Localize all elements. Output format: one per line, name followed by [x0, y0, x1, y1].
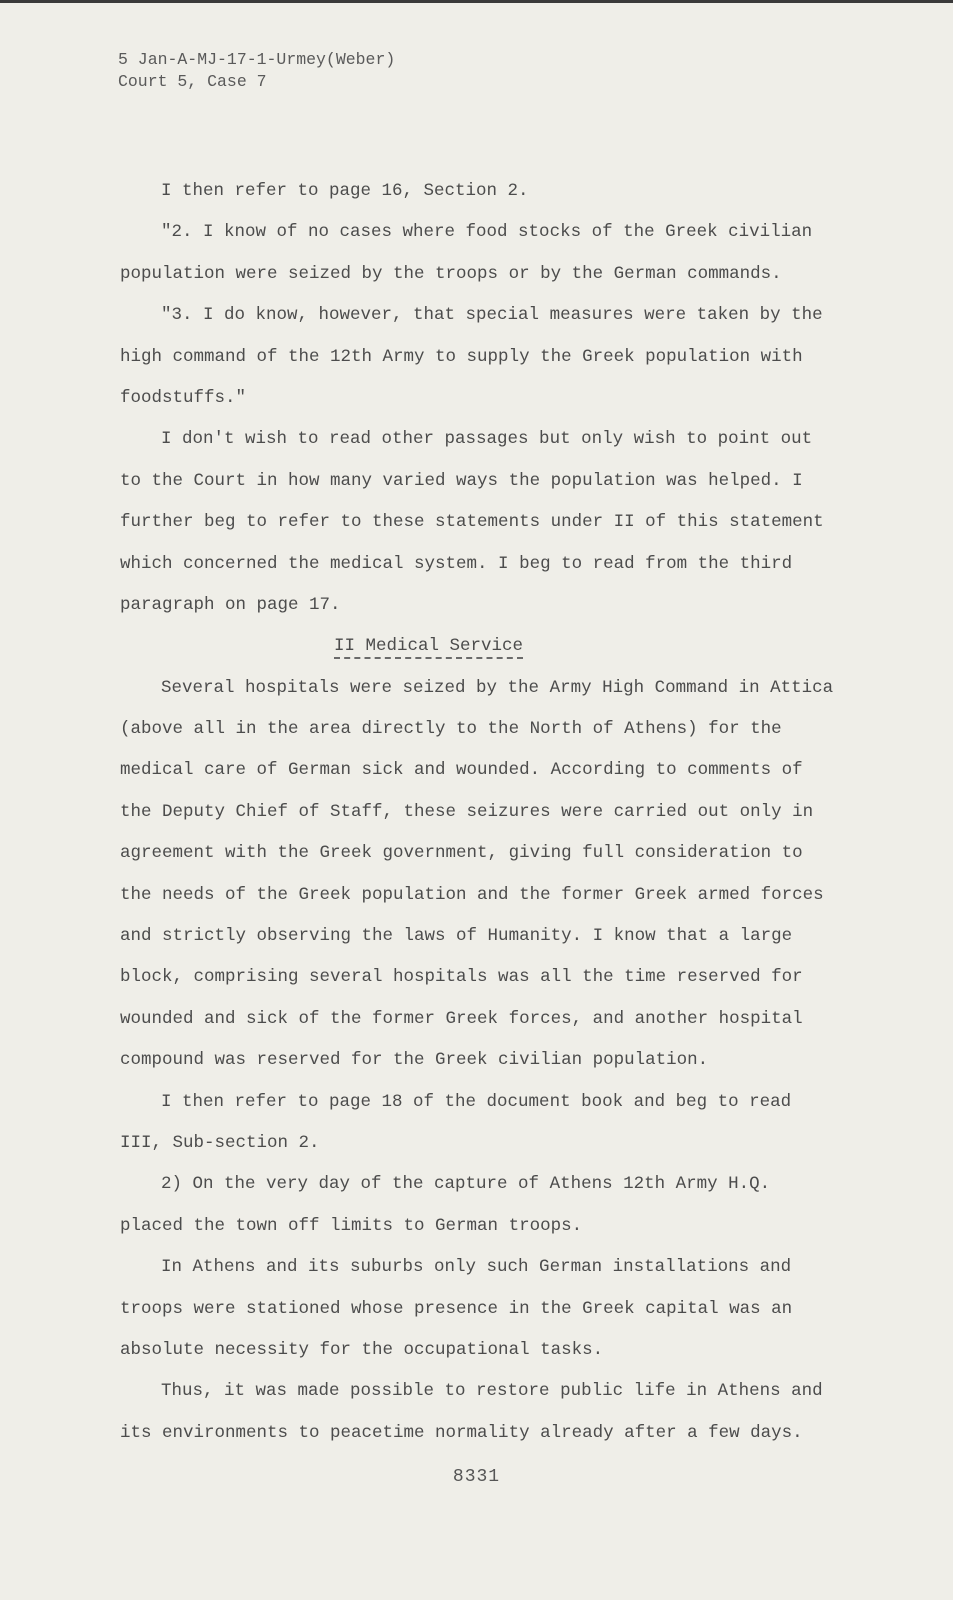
text-line: troops were stationed whose presence in the Greek capital was an	[120, 1298, 793, 1319]
text-line: Several hospitals were seized by the Army High Command in Attica	[161, 677, 834, 698]
text-line: "2. I know of no cases where food stocks of the Greek civilian	[161, 222, 813, 243]
section-heading	[120, 626, 820, 667]
text-line: compound was reserved for the Greek civilian population.	[120, 1050, 709, 1071]
document-body	[120, 171, 834, 1454]
text-line: 2) On the very day of the capture of Athens 12th Army H.Q.	[161, 1174, 771, 1195]
text-line: I don't wish to read other passages but only wish to point out	[161, 429, 813, 450]
text-line: foodstuffs."	[120, 387, 247, 408]
text-line: I then refer to page 18 of the document book and beg to read	[161, 1091, 792, 1112]
text-line: Thus, it was made possible to restore public life in Athens and	[161, 1381, 823, 1402]
section-heading-text: II Medical Service	[334, 636, 523, 659]
header-court-case: Court 5, Case 7	[118, 72, 267, 91]
text-line: I then refer to page 16, Section 2.	[161, 181, 529, 201]
text-line: its environments to peacetime normality already after a few days.	[120, 1422, 803, 1443]
text-line: medical care of German sick and wounded. According to comments of	[120, 760, 803, 781]
document-header	[118, 49, 395, 93]
text-line: absolute necessity for the occupational tasks.	[120, 1339, 604, 1360]
text-line: high command of the 12th Army to supply the Greek population with	[120, 346, 803, 367]
text-line: In Athens and its suburbs only such German installations and	[161, 1257, 792, 1278]
text-line: the Deputy Chief of Staff, these seizures were carried out only in	[120, 801, 814, 822]
text-line: the needs of the Greek population and the former Greek armed forces	[120, 884, 824, 905]
text-line: wounded and sick of the former Greek forces, and another hospital	[120, 1008, 803, 1029]
text-line: population were seized by the troops or by the German commands.	[120, 263, 782, 284]
text-line: placed the town off limits to German troops.	[120, 1215, 583, 1236]
text-line: agreement with the Greek government, giving full consideration to	[120, 843, 803, 864]
text-line: further beg to refer to these statements under II of this statement	[120, 512, 824, 533]
page-number: 8331	[452, 1467, 501, 1487]
text-line: "3. I do know, however, that special measures were taken by the	[161, 305, 823, 326]
header-reference: 5 Jan-A-MJ-17-1-Urmey(Weber)	[118, 50, 396, 69]
text-line: paragraph on page 17.	[120, 594, 341, 615]
text-line: III, Sub-section 2.	[120, 1132, 320, 1153]
text-line: (above all in the area directly to the North of Athens) for the	[120, 719, 782, 740]
page-top-edge	[0, 0, 953, 3]
text-line: block, comprising several hospitals was all the time reserved for	[120, 967, 803, 988]
text-line: which concerned the medical system. I beg to read from the third	[120, 553, 793, 574]
text-line: and strictly observing the laws of Humanity. I know that a large	[120, 926, 793, 947]
text-line: to the Court in how many varied ways the population was helped. I	[120, 470, 803, 491]
